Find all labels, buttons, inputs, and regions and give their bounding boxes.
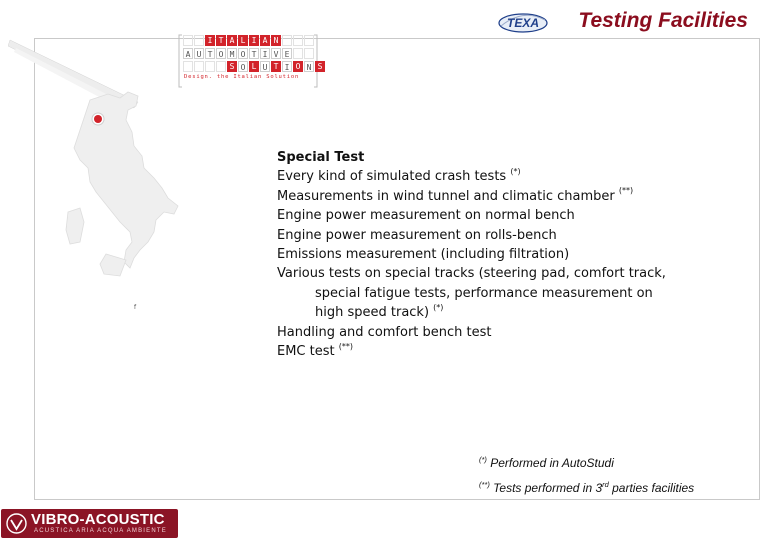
test-item — [277, 303, 717, 322]
vibro-acoustic-name: VIBRO-ACOUSTIC — [31, 511, 165, 528]
test-item-text: Engine power measurement on rolls-bench — [277, 227, 557, 243]
logo-row-solutions — [183, 61, 325, 72]
logo-letter-cell — [194, 35, 204, 46]
ordinal-suffix: rd — [602, 480, 609, 489]
test-items — [277, 167, 717, 361]
test-item-text: high speed track) — [315, 305, 434, 321]
logo-letter-cell — [194, 61, 204, 72]
special-test-list — [277, 148, 717, 361]
logo-letter-cell: T — [205, 48, 215, 59]
italian-automotive-solutions-logo — [178, 33, 323, 89]
logo-letter-cell — [216, 61, 226, 72]
footnote-mark: (*) — [479, 455, 487, 464]
logo-letter-cell — [183, 61, 193, 72]
logo-letter-cell — [293, 48, 303, 59]
logo-letter-cell: O — [216, 48, 226, 59]
logo-letter-cell — [205, 61, 215, 72]
texa-logo-text: TEXA — [506, 16, 540, 30]
logo-letter-cell — [282, 35, 292, 46]
footnote-text: Tests performed in 3 — [489, 481, 603, 495]
logo-letter-cell — [304, 35, 314, 46]
footnote-third-parties — [479, 481, 694, 495]
footnote-reference: (**) — [618, 186, 634, 196]
logo-row-automotive — [183, 48, 314, 59]
vibro-acoustic-logo — [1, 509, 178, 538]
test-item-text: EMC test — [277, 344, 339, 360]
test-item-text: Various tests on special tracks (steering pad, comfort track, — [277, 266, 666, 282]
footnote-autostudi — [479, 456, 614, 470]
logo-letter-cell: N — [304, 61, 314, 72]
vibro-acoustic-subtitle: ACUSTICA ARIA ACQUA AMBIENTE — [34, 528, 167, 534]
logo-letter-cell: I — [260, 48, 270, 59]
test-item-text: Engine power measurement on normal bench — [277, 208, 575, 224]
logo-letter-cell: V — [271, 48, 281, 59]
logo-letter-cell: L — [238, 35, 248, 46]
logo-letter-cell — [293, 35, 303, 46]
logo-letter-cell: O — [238, 48, 248, 59]
test-item — [277, 323, 717, 342]
footnote-reference: (*) — [510, 167, 521, 177]
logo-letter-cell: I — [249, 35, 259, 46]
test-item-text: Measurements in wind tunnel and climatic chamber — [277, 188, 619, 204]
logo-letter-cell — [304, 48, 314, 59]
test-item — [277, 206, 717, 225]
logo-letter-cell: S — [315, 61, 325, 72]
test-item — [277, 245, 717, 264]
test-item-text: Every kind of simulated crash tests — [277, 169, 511, 185]
test-item — [277, 226, 717, 245]
logo-letter-cell: U — [194, 48, 204, 59]
logo-letter-cell: U — [260, 61, 270, 72]
footnote-reference: (*) — [433, 302, 444, 312]
test-item-text: special fatigue tests, performance measurement on — [315, 285, 653, 301]
logo-letter-cell: A — [183, 48, 193, 59]
test-item-text: Handling and comfort bench test — [277, 324, 492, 340]
logo-letter-cell: E — [282, 48, 292, 59]
logo-letter-cell: T — [271, 61, 281, 72]
logo-letter-cell: N — [271, 35, 281, 46]
logo-letter-cell: A — [227, 35, 237, 46]
logo-letter-cell: I — [282, 61, 292, 72]
section-heading: Special Test — [277, 150, 365, 165]
logo-letter-cell: T — [249, 48, 259, 59]
texa-logo — [497, 12, 549, 34]
location-marker — [94, 115, 102, 123]
page-title: Testing Facilities — [578, 9, 748, 32]
footnote-reference: (**) — [338, 341, 353, 351]
test-item — [277, 187, 717, 206]
test-item — [277, 284, 717, 303]
logo-letter-cell: S — [227, 61, 237, 72]
logo-row-italian — [183, 35, 314, 46]
italy-map-icon — [8, 36, 180, 326]
logo-letter-cell: O — [293, 61, 303, 72]
test-item — [277, 342, 717, 361]
vibro-acoustic-emblem-icon — [6, 513, 27, 534]
footnote-text: Performed in AutoStudi — [486, 456, 614, 470]
logo-letter-cell: A — [260, 35, 270, 46]
footnote-mark: (**) — [479, 480, 490, 489]
logo-tagline: Design. the Italian Solution — [184, 74, 300, 80]
test-item-text: Emissions measurement (including filtration) — [277, 247, 570, 263]
logo-letter-cell: I — [205, 35, 215, 46]
logo-letter-cell: T — [216, 35, 226, 46]
logo-letter-cell — [183, 35, 193, 46]
test-item — [277, 264, 717, 283]
stray-mark: f — [134, 304, 137, 311]
logo-letter-cell: L — [249, 61, 259, 72]
logo-letter-cell: O — [238, 61, 248, 72]
footnote-text-end: parties facilities — [608, 481, 695, 495]
test-item — [277, 167, 717, 186]
logo-letter-cell: M — [227, 48, 237, 59]
